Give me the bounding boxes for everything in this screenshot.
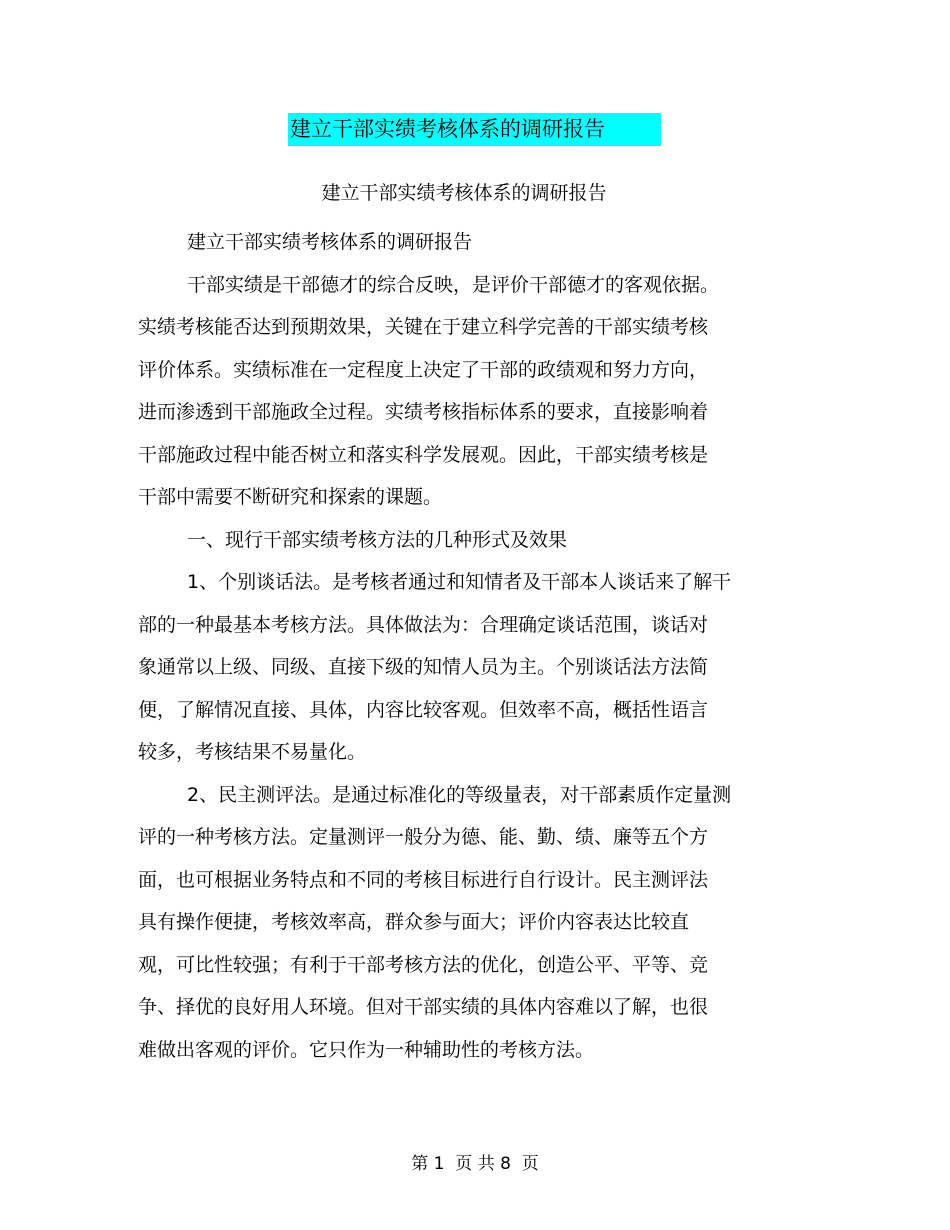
text-line: 2、民主测评法。是通过标准化的等级量表，对干部素质作定量测 xyxy=(187,783,732,806)
text-line: 部的一种最基本考核方法。具体做法为：合理确定谈话范围，谈话对 xyxy=(138,613,709,636)
document-subtitle: 建立干部实绩考核体系的调研报告 xyxy=(321,182,607,204)
text-line: 便，了解情况直接、具体，内容比较客观。但效率不高，概括性语言 xyxy=(138,698,709,721)
body-text xyxy=(138,221,766,1071)
text-line: 较多，考核结果不易量化。 xyxy=(138,741,367,763)
highlighted-title: 建立干部实绩考核体系的调研报告 xyxy=(288,113,661,146)
text-line: 建立干部实绩考核体系的调研报告 xyxy=(187,231,473,253)
text-line: 观，可比性较强；有利于干部考核方法的优化，创造公平、平等、竞 xyxy=(138,953,709,976)
text-line: 评的一种考核方法。定量测评一般分为德、能、勤、绩、廉等五个方 xyxy=(138,826,709,848)
text-line: 进而渗透到干部施政全过程。实绩考核指标体系的要求，直接影响着 xyxy=(138,401,709,423)
text-line: 面，也可根据业务特点和不同的考核目标进行自行设计。民主测评法 xyxy=(138,868,709,891)
text-line: 实绩考核能否达到预期效果，关键在于建立科学完善的干部实绩考核 xyxy=(138,316,709,338)
text-line: 象通常以上级、同级、直接下级的知情人员为主。个别谈话法方法简 xyxy=(138,656,709,678)
page-footer: 第 1 页 共 8 页 xyxy=(411,1154,539,1174)
text-line: 难做出客观的评价。它只作为一种辅助性的考核方法。 xyxy=(138,1038,595,1061)
text-line: 争、择优的良好用人环境。但对干部实绩的具体内容难以了解，也很 xyxy=(138,996,709,1018)
section-heading: 一、现行干部实绩考核方法的几种形式及效果 xyxy=(187,528,568,551)
text-line: 评价体系。实绩标准在一定程度上决定了干部的政绩观和努力方向， xyxy=(138,358,709,381)
text-line: 干部实绩是干部德才的综合反映，是评价干部德才的客观依据。 xyxy=(187,273,720,296)
text-line: 1、个别谈话法。是考核者通过和知情者及干部本人谈话来了解干 xyxy=(187,571,732,593)
text-line: 具有操作便捷，考核效率高，群众参与面大；评价内容表达比较直 xyxy=(138,911,690,933)
text-line: 干部中需要不断研究和探索的课题。 xyxy=(138,486,443,508)
text-line: 干部施政过程中能否树立和落实科学发展观。因此，干部实绩考核是 xyxy=(138,443,709,466)
